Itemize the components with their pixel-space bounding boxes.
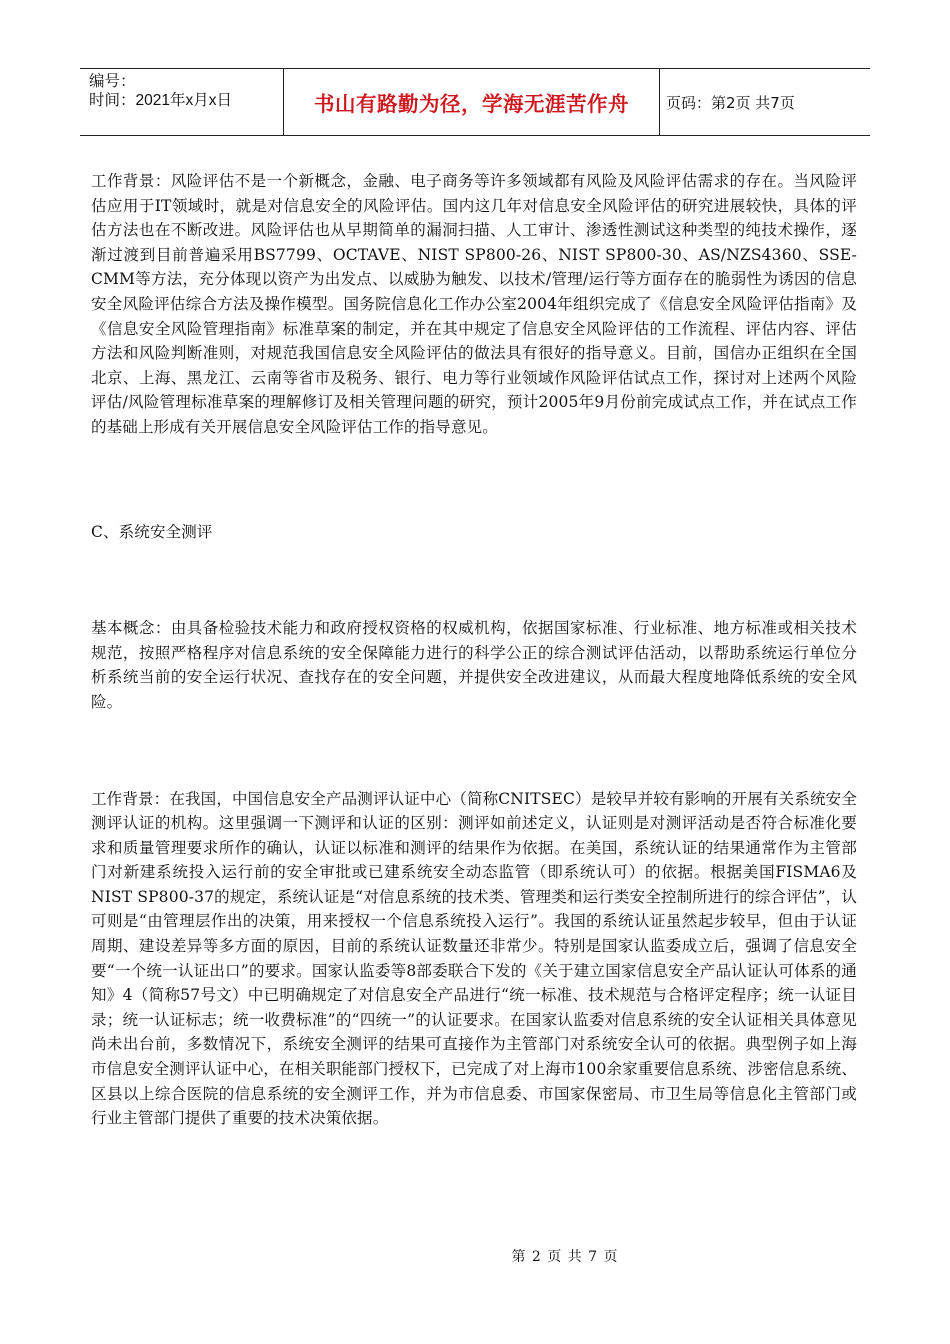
footer-page-number: 第 2 页 共 7 页 (511, 1249, 619, 1265)
header-page-cell (660, 69, 870, 135)
paragraph-basic-concept: 基本概念：由具备检验技术能力和政府授权资格的权威机构，依据国家标准、行业标准、地方标准或相关技术规范，按照严格程序对信息系统的安全保障能力进行的科学公正的综合测试评估活动，以帮助系统运行单位分析系统当前的安全运行状况、查找存在的安全问题，并提供安全改进建议，从而最大程度地降低系统的安全风险。 (91, 619, 857, 711)
page-footer (0, 1246, 950, 1266)
document-body (91, 169, 857, 1131)
motto-text: 书山有路勤为径，学海无涯苦作舟 (314, 92, 629, 116)
header-page-number: 页码：第2页 共7页 (666, 93, 795, 112)
time-label: 时间：2021年x月x日 (89, 92, 232, 109)
header-motto-cell (284, 69, 660, 135)
paragraph-security-testing-background: 工作背景：在我国，中国信息安全产品测评认证中心（简称CNITSEC）是较早并较有影响的开展有关系统安全测评认证的机构。这里强调一下测评和认证的区别：测评如前述定义，认证则是对测评活动是否符合标准化要求和质量管理要求所作的确认，认证以标准和测评的结果作为依据。在美国，系统认证的结果通常作为主管部门对新建系统投入运行前的安全审批或已建系统安全动态监管（即系统认可）的依据。根据美国FISMA6及NIST SP800-37的规定，系统认证是“对信息系统的技术类、管理类和运行类安全控制所进行的综合评估”，认可则是“由管理层作出的决策，用来授权一个信息系统投入运行”。我国的系统认证虽然起步较早，但由于认证周期、建设差异等多方面的原因，目前的系统认证数量还非常少。特别是国家认监委成立后，强调了信息安全要“一个统一认证出口”的要求。国家认监委等8部委联合下发的《关于建立国家信息安全产品认证认可体系的通知》4（简称57号文）中已明确规定了对信息安全产品进行“统一标准、技术规范与合格评定程序；统一认证目录；统一认证标志；统一收费标准”的“四统一”的认证要求。在国家认监委对信息系统的安全认证相关具体意见尚未出台前，多数情况下，系统安全测评的结果可直接作为主管部门对系统安全认可的依据。典型例子如上海市信息安全测评认证中心，在相关职能部门授权下，已完成了对上海市100余家重要信息系统、涉密信息系统、区县以上综合医院的信息系统的安全测评工作，并为市信息委、市国家保密局、市卫生局等信息化主管部门或行业主管部门提供了重要的技术决策依据。 (91, 789, 857, 1128)
page-header (80, 68, 870, 136)
header-meta-cell (80, 69, 284, 135)
paragraph-risk-assessment-background: 工作背景：风险评估不是一个新概念，金融、电子商务等许多领域都有风险及风险评估需求的存在。当风险评估应用于IT领域时，就是对信息安全的风险评估。国内这几年对信息安全风险评估的研究进展较快，具体的评估方法也在不断改进。风险评估也从早期简单的漏洞扫描、人工审计、渗透性测试这种类型的纯技术操作，逐渐过渡到目前普遍采用BS7799、OCTAVE、NIST SP800-26、NIST SP800-30、AS/NZS4360、SSE-CMM等方法，充分体现以资产为出发点、以威胁为触发、以技术/管理/运行等方面存在的脆弱性为诱因的信息安全风险评估综合方法及操作模型。国务院信息化工作办公室2004年组织完成了《信息安全风险评估指南》及《信息安全风险管理指南》标准草案的制定，并在其中规定了信息安全风险评估的工作流程、评估内容、评估方法和风险判断准则，对规范我国信息安全风险评估的做法具有很好的指导意义。目前，国信办正组织在全国北京、上海、黑龙江、云南等省市及税务、银行、电力等行业领域作风险评估试点工作，探讨对上述两个风险评估/风险管理标准草案的理解修订及相关管理问题的研究，预计2005年9月份前完成试点工作，并在试点工作的基础上形成有关开展信息安全风险评估工作的指导意见。 (91, 172, 857, 436)
section-heading-c: C、系统安全测评 (91, 522, 213, 541)
serial-number-label: 编号： (89, 73, 136, 90)
